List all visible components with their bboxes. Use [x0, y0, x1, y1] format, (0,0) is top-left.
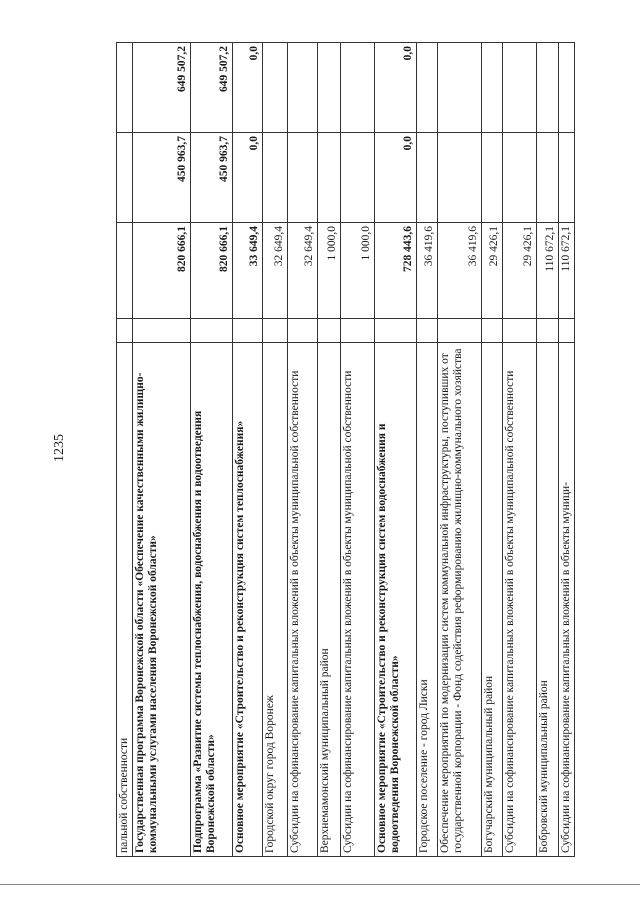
value-cell: 649 507,2: [133, 43, 191, 133]
table-row: [233, 43, 263, 857]
value-cell: 32 649,4: [263, 223, 288, 319]
value-cell: [482, 43, 503, 133]
value-cell: [263, 43, 288, 133]
value-cell: 110 672,1: [559, 223, 575, 319]
row-name-cell: Богучарский муниципальный район: [482, 343, 503, 857]
value-cell: [341, 319, 375, 343]
value-cell: 820 666,1: [133, 223, 191, 319]
table-row: [438, 43, 482, 857]
budget-table-body: [117, 43, 575, 857]
table-row: [559, 43, 575, 857]
value-cell: [537, 133, 559, 223]
row-name-cell: Подпрограмма «Развитие системы теплоснабжения, водоснабжения и водоотведения Воронежской области»: [191, 343, 233, 857]
row-name-cell: Бобровский муниципальный район: [537, 343, 559, 857]
table-row: [503, 43, 537, 857]
value-cell: [438, 133, 482, 223]
table-row: [375, 43, 417, 857]
value-cell: 649 507,2: [191, 43, 233, 133]
page-number: 1235: [52, 434, 67, 462]
value-cell: 29 426,1: [482, 223, 503, 319]
value-cell: 450 963,7: [191, 133, 233, 223]
value-cell: [318, 133, 341, 223]
value-cell: [117, 43, 133, 133]
table-row: [133, 43, 191, 857]
value-cell: [503, 43, 537, 133]
table-row: [117, 43, 133, 857]
value-cell: [341, 133, 375, 223]
value-cell: [117, 223, 133, 319]
value-cell: [263, 133, 288, 223]
value-cell: [133, 319, 191, 343]
value-cell: 450 963,7: [133, 133, 191, 223]
table-row: [482, 43, 503, 857]
value-cell: [537, 319, 559, 343]
row-name-cell: Государственная программа Воронежской области «Обеспечение качественными жилищно-коммунальными услугами населения Воронежской области»: [133, 343, 191, 857]
value-cell: [482, 133, 503, 223]
value-cell: 1 000,0: [341, 223, 375, 319]
value-cell: 728 443,6: [375, 223, 417, 319]
row-name-cell: Субсидии на софинансирование капитальных вложений в объекты муниципальной собственности: [288, 343, 318, 857]
value-cell: 36 419,6: [438, 223, 482, 319]
table-container: [116, 43, 600, 857]
row-name-cell: Городское поселение - город Лиски: [417, 343, 438, 857]
value-cell: [288, 319, 318, 343]
value-cell: 29 426,1: [503, 223, 537, 319]
value-cell: 36 419,6: [417, 223, 438, 319]
value-cell: [537, 43, 559, 133]
table-row: [417, 43, 438, 857]
value-cell: 0,0: [375, 43, 417, 133]
table-row: [318, 43, 341, 857]
value-cell: [438, 43, 482, 133]
value-cell: [438, 319, 482, 343]
row-name-cell: Основное мероприятие «Строительство и реконструкция систем водоснабжения и водоотведения Воронежской области»: [375, 343, 417, 857]
value-cell: 0,0: [233, 133, 263, 223]
value-cell: [559, 133, 575, 223]
value-cell: [117, 133, 133, 223]
value-cell: 32 649,4: [288, 223, 318, 319]
value-cell: 33 649,4: [233, 223, 263, 319]
value-cell: [559, 319, 575, 343]
value-cell: [318, 319, 341, 343]
value-cell: [559, 43, 575, 133]
value-cell: [117, 319, 133, 343]
row-name-cell: Субсидии на софинансирование капитальных вложений в объекты муниципальной собственности: [341, 343, 375, 857]
value-cell: [288, 43, 318, 133]
table-row: [341, 43, 375, 857]
row-name-cell: Верхнемамонский муниципальный район: [318, 343, 341, 857]
value-cell: [341, 43, 375, 133]
table-row: [288, 43, 318, 857]
value-cell: [375, 319, 417, 343]
row-name-cell: Субсидии на софинансирование капитальных вложений в объекты муниципальной собственности: [503, 343, 537, 857]
value-cell: 0,0: [233, 43, 263, 133]
table-row: [191, 43, 233, 857]
value-cell: [233, 319, 263, 343]
bottom-rule: [0, 884, 640, 885]
budget-table: [116, 42, 575, 857]
value-cell: [503, 319, 537, 343]
value-cell: 1 000,0: [318, 223, 341, 319]
row-name-cell: Обеспечение мероприятий по модернизации систем коммунальной инфраструктуры, поступивших от государственной корпорации - Фонд содействия реформированию жилищно-коммунального хозяйства: [438, 343, 482, 857]
value-cell: 110 672,1: [537, 223, 559, 319]
row-name-cell: Субсидии на софинансирование капитальных вложений в объекты муници-: [559, 343, 575, 857]
value-cell: [417, 319, 438, 343]
row-name-cell: пальной собственности: [117, 343, 133, 857]
value-cell: [288, 133, 318, 223]
row-name-cell: Городской округ город Воронеж: [263, 343, 288, 857]
value-cell: [417, 43, 438, 133]
value-cell: [191, 319, 233, 343]
row-name-cell: Основное мероприятие «Строительство и реконструкция систем теплоснабжения»: [233, 343, 263, 857]
value-cell: 0,0: [375, 133, 417, 223]
table-row: [537, 43, 559, 857]
value-cell: [318, 43, 341, 133]
value-cell: 820 666,1: [191, 223, 233, 319]
value-cell: [417, 133, 438, 223]
value-cell: [482, 319, 503, 343]
value-cell: [503, 133, 537, 223]
table-row: [263, 43, 288, 857]
value-cell: [263, 319, 288, 343]
